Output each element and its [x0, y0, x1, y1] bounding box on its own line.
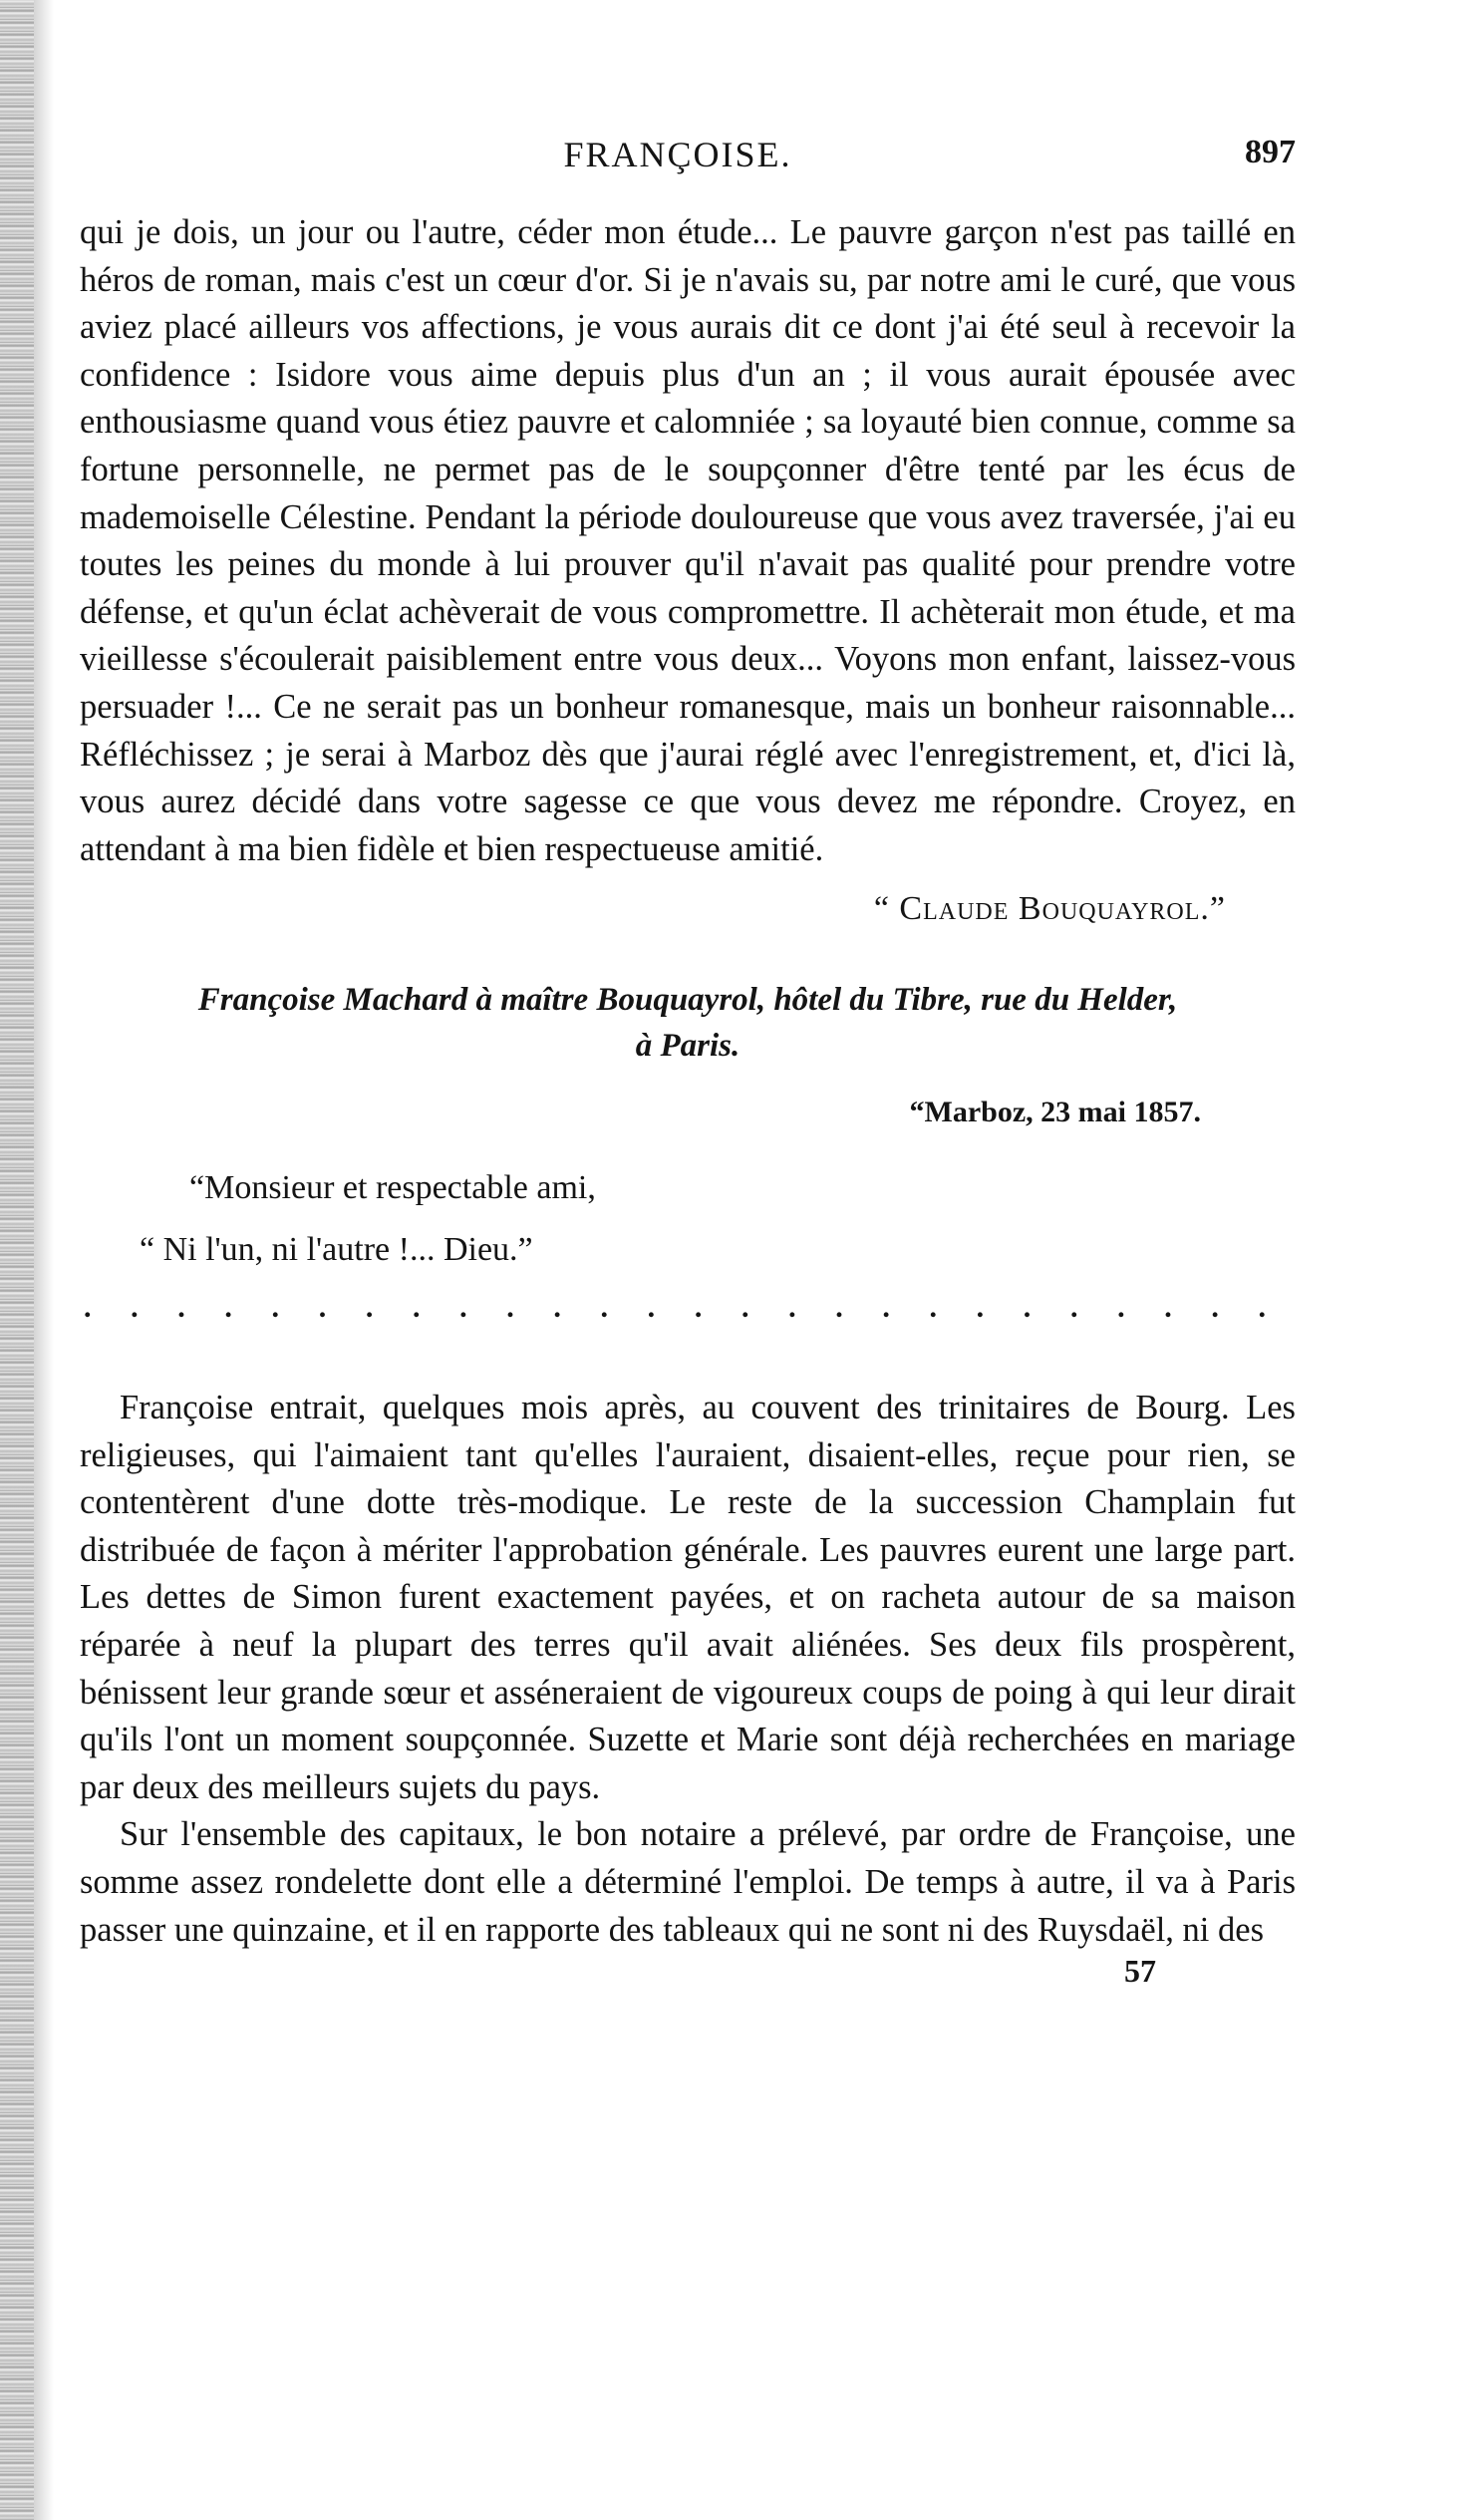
letter-salutation: “Monsieur et respectable ami, [189, 1168, 596, 1206]
letter-heading [80, 977, 1296, 1069]
narrative-paragraph-1: Françoise entrait, quelques mois après, au couvent des trinitaires de Bourg. Les religieuses, qui l'aimaient tant qu'elles l'auraient, disaient-elles, reçue pour rien, se contentèrent d'une dotte très-modique. Le reste de la succession Champlain fut distribuée de façon à mériter l'approbation générale. Les pauvres eurent une large part. Les dettes de Simon furent exactement payées, et on racheta autour de sa maison réparée à neuf la plupart des terres qu'il avait aliénées. Ses deux fils prospèrent, bénissent leur grande sœur et asséneraient de vigoureux coups de poing à qui leur dirait qu'ils l'ont un moment soupçonnée. Suzette et Marie sont déjà recherchées en mariage par deux des meilleurs sujets du pays. [80, 1389, 1296, 1806]
page-body [80, 209, 1296, 1996]
signature-mark: 57 [1124, 1953, 1156, 1990]
narrative-paragraph-2: Sur l'ensemble des capitaux, le bon notaire a prélevé, par ordre de Françoise, une somme assez rondelette dont elle a déterminé l'emploi. De temps à autre, il va à Paris passer une quinzaine, et il en rapporte des tableaux qui ne sont ni des Ruysdaël, ni des [80, 1815, 1296, 1949]
letter-reply: “ Ni l'un, ni l'autre !... Dieu.” [140, 1230, 533, 1268]
page-number: 897 [1245, 134, 1296, 170]
letter-heading-line-1: Françoise Machard à maître Bouquayrol, hôtel du Tibre, rue du Helder, [197, 981, 1178, 1018]
letter-heading-line-2: à Paris. [635, 1027, 741, 1064]
running-title: FRANÇOISE. [563, 135, 792, 174]
binding-shadow [34, 0, 54, 2520]
letter-body-paragraph: qui je dois, un jour ou l'autre, céder mon étude... Le pauvre garçon n'est pas taillé en héros de roman, mais c'est un cœur d'or. Si je n'avais su, par notre ami le curé, que vous aviez placé ailleurs vos affections, je vous aurais dit ce dont j'ai été seul à recevoir la confidence : Isidore vous aime depuis plus d'un an ; il vous aurait épousée avec enthousiasme quand vous étiez pauvre et calomniée ; sa loyauté bien connue, comme sa fortune personnelle, ne permet pas de le soupçonner d'être tenté par les écus de mademoiselle Célestine. Pendant la période douloureuse que vous avez traversée, j'ai eu toutes les peines du monde à lui prouver qu'il n'avait pas qualité pour prendre votre défense, et qu'un éclat achèverait de vous compromettre. Il achèterait mon étude, et ma vieillesse s'écoulerait paisiblement entre vous deux... Voyons mon enfant, laissez-vous persuader !... Ce ne serait pas un bonheur romanesque, mais un bonheur raisonnable... Réfléchissez ; je serai à Marboz dès que j'aurai réglé avec l'enregistrement, et, d'ici là, vous aurez décidé dans votre sagesse ce que vous devez me répondre. Croyez, en attendant à ma bien fidèle et bien respectueuse amitié. [80, 213, 1296, 868]
letter-dateline: “Marboz, 23 mai 1857. [909, 1095, 1201, 1128]
book-binding-edge [0, 0, 34, 2520]
running-head [60, 128, 1296, 187]
signature-text: “ Claude Bouquayrol.” [873, 890, 1226, 928]
section-break-dots: . . . . . . . . . . . . . . . . . . . . . . . . . . [84, 1290, 1266, 1324]
letter-signature [80, 885, 1296, 933]
